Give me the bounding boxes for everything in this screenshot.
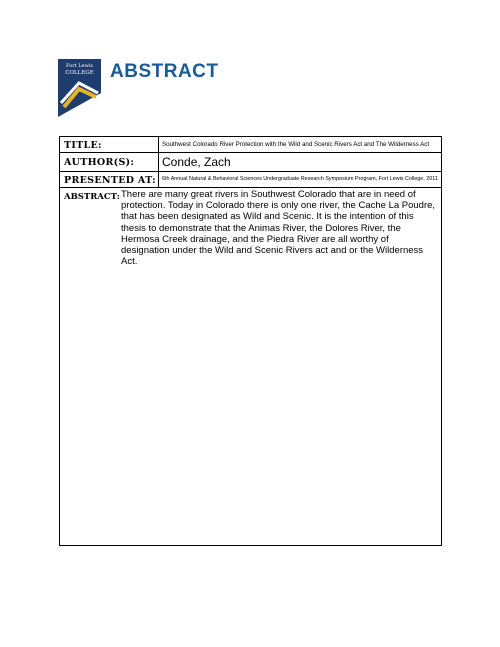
svg-text:Fort Lewis: Fort Lewis	[66, 63, 93, 69]
title-value: Southwest Colorado River Protection with the Wild and Scenic Rivers Act and The Wilderness Act	[162, 141, 430, 148]
author-row	[60, 153, 441, 172]
title-label: TITLE:	[64, 140, 102, 151]
svg-text:COLLEGE: COLLEGE	[65, 70, 94, 76]
presented-label: PRESENTED AT:	[64, 175, 156, 186]
page-heading: ABSTRACT	[110, 61, 219, 82]
title-row	[60, 137, 441, 153]
column-divider	[158, 137, 159, 152]
presented-row	[60, 172, 441, 188]
presented-value: 6th Annual Natural & Behavioral Sciences Undergraduate Research Symposium Program, Fort Lewis College, 2011	[162, 176, 438, 182]
fort-lewis-college-logo	[58, 59, 101, 117]
column-divider	[158, 172, 159, 187]
column-divider	[158, 153, 159, 171]
author-label: AUTHOR(S):	[64, 157, 135, 168]
abstract-form	[59, 136, 442, 546]
author-value: Conde, Zach	[162, 155, 231, 169]
abstract-label: ABSTRACT:	[64, 192, 120, 202]
abstract-text: There are many great rivers in Southwest Colorado that are in need of protection. Today in Colorado there is only one river, the Cache La Poudre, that has been designated as Wild and Scenic. It is the intention of this thesis to demonstrate that the Animas River, the Dolores River, the Hermosa Creek drainage, and the Piedra River are all worthy of designation under the Wild and Scenic Rivers act and or the Wilderness Act.	[121, 189, 436, 268]
